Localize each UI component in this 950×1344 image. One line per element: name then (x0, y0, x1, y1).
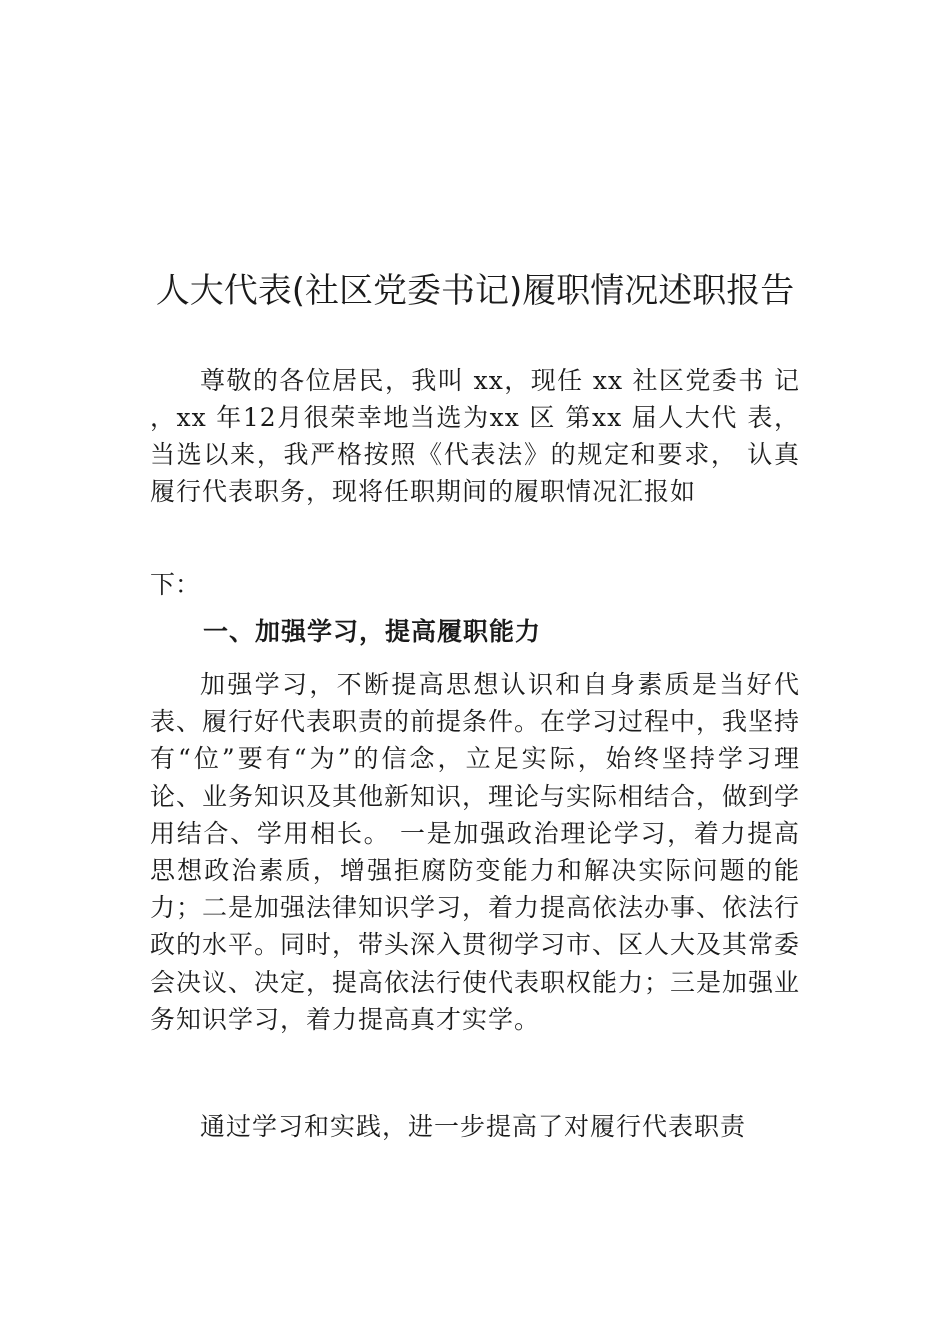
greeting-paragraph: 尊敬的各位居民，我叫 xx，现任 xx 社区党委书 记 ，xx 年12月很荣幸地当选为xx 区 第xx 届人大代 表，当选以来，我严格按照《代表法》的规定和要求， 认真履行代表职务，现将任职期间的履职情况汇报如 (150, 366, 800, 506)
document-title: 人大代表(社区党委书记)履职情况述职报告 (155, 271, 795, 311)
section-heading: 一、加强学习，提高履职能力 (203, 617, 542, 646)
section-paragraph-2: 通过学习和实践，进一步提高了对履行代表职责 (200, 1112, 747, 1141)
greeting-continuation: 下： (150, 570, 201, 599)
section-paragraph: 加强学习，不断提高思想认识和自身素质是当好代表、履行好代表职责的前提条件。在学习过程中，我坚持有“位”要有“为”的信念，立足实际，始终坚持学习理论、业务知识及其他新知识，理论与实际相结合，做到学用结合、学用相长。 一是加强政治理论学习，着力提高思想政治素质，增强拒腐防变能力和解决实际问题的能力；二是加强法律知识学习，着力提高依法办事、依法行政的水平。同时，带头深入贯彻学习市、区人大及其常委会决议、决定，提高依法行使代表职权能力；三是加强业务知识学习，着力提高真才实学。 (150, 670, 801, 1034)
